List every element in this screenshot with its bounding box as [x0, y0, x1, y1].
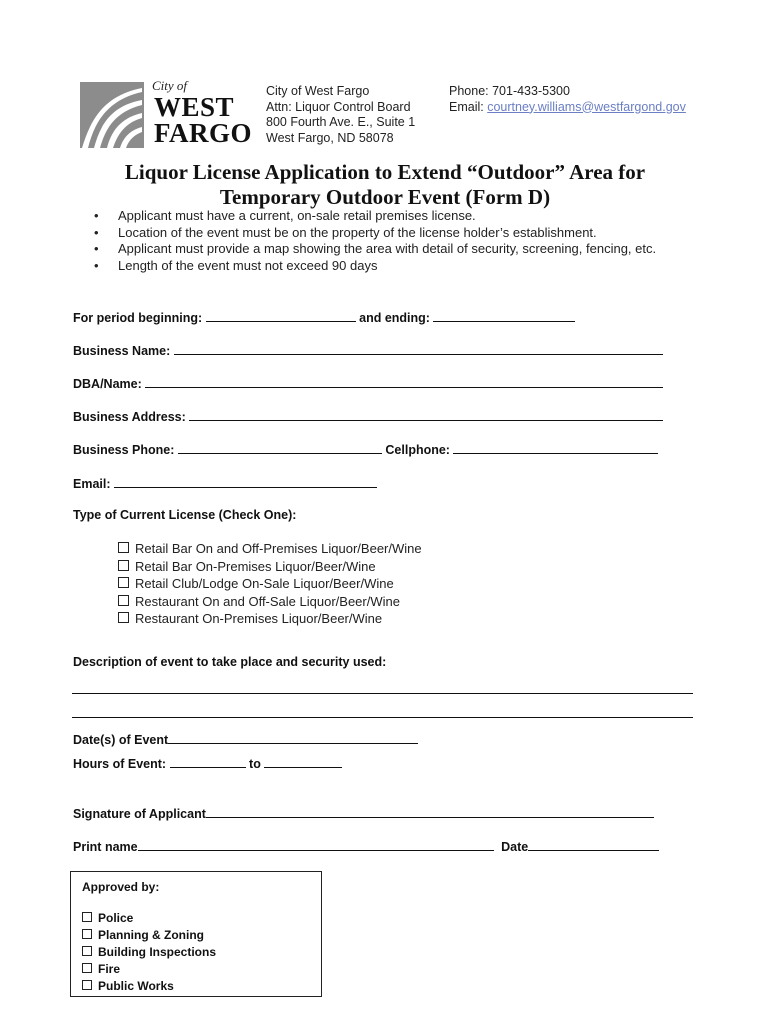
- logo-city-of-text: City of: [152, 78, 188, 93]
- form-title: [0, 160, 770, 210]
- approved-by-box: [70, 871, 322, 997]
- hours-end-input[interactable]: [264, 755, 342, 768]
- requirement-item: • Applicant must have a current, on-sale retail premises license.: [92, 208, 672, 225]
- checkbox-icon[interactable]: [118, 560, 129, 571]
- approval-item[interactable]: [82, 978, 216, 995]
- form-title-line: Temporary Outdoor Event (Form D): [219, 185, 551, 209]
- and-ending-input[interactable]: [433, 309, 575, 322]
- license-option-label: Retail Bar On-Premises Liquor/Beer/Wine: [135, 558, 376, 574]
- print-name-row: [73, 838, 659, 854]
- period-beginning-label: For period beginning:: [73, 311, 203, 325]
- dba-label: DBA/Name:: [73, 377, 142, 391]
- approval-item-label: Planning & Zoning: [98, 928, 204, 942]
- approval-item[interactable]: [82, 961, 216, 978]
- description-input-line[interactable]: [72, 693, 693, 694]
- license-option-label: Restaurant On and Off-Sale Liquor/Beer/Wine: [135, 593, 400, 609]
- checkbox-icon[interactable]: [118, 612, 129, 623]
- approval-item-label: Public Works: [98, 979, 174, 993]
- phone-text: Phone: 701-433-5300: [449, 84, 570, 98]
- business-address-label: Business Address:: [73, 410, 186, 424]
- license-option-label: Retail Club/Lodge On-Sale Liquor/Beer/Wine: [135, 576, 394, 591]
- email-field[interactable]: [114, 475, 377, 488]
- license-options: [118, 540, 422, 628]
- address-line: Attn: Liquor Control Board: [266, 99, 411, 114]
- and-ending-label: and ending:: [359, 311, 430, 325]
- cellphone-input[interactable]: [453, 441, 658, 454]
- checkbox-icon[interactable]: [82, 946, 92, 956]
- approval-item-label: Building Inspections: [98, 945, 217, 959]
- approval-item[interactable]: [82, 927, 216, 944]
- requirements-list: [92, 208, 672, 274]
- business-address-row: [73, 408, 663, 424]
- date-input[interactable]: [528, 838, 659, 851]
- approved-by-list: [82, 910, 216, 995]
- description-label: Description of event to take place and security used:: [73, 655, 387, 669]
- license-type-label: Type of Current License (Check One):: [73, 508, 297, 522]
- requirement-item: • Applicant must provide a map showing the area with detail of security, screening, fencing, etc.: [92, 241, 672, 258]
- license-option-label: Retail Bar On and Off-Premises Liquor/Beer/Wine: [135, 541, 422, 556]
- contact-info: [449, 84, 686, 115]
- checkbox-icon[interactable]: [118, 542, 129, 553]
- business-name-input[interactable]: [174, 342, 663, 355]
- email-label: Email:: [449, 99, 488, 114]
- print-name-label: Print name: [73, 840, 138, 854]
- license-option[interactable]: [118, 575, 422, 593]
- signature-label: Signature of Applicant: [73, 807, 206, 821]
- form-title-line: Liquor License Application to Extend “Outdoor” Area for: [124, 160, 646, 184]
- business-name-row: [73, 342, 663, 358]
- signature-input[interactable]: [206, 805, 654, 818]
- approval-item[interactable]: [82, 910, 216, 927]
- hours-of-event-label: Hours of Event:: [73, 757, 167, 771]
- approval-item-label: Fire: [98, 962, 121, 976]
- dates-of-event-label: Date(s) of Event: [73, 733, 169, 747]
- dba-row: [73, 375, 663, 391]
- west-fargo-logo: [80, 78, 250, 150]
- address-line: 800 Fourth Ave. E., Suite 1: [266, 115, 416, 129]
- logo-west-text: WEST: [154, 92, 235, 122]
- license-option[interactable]: [118, 610, 422, 628]
- dba-input[interactable]: [145, 375, 663, 388]
- description-input-line[interactable]: [72, 717, 693, 718]
- logo-stripes-icon: [80, 82, 150, 154]
- license-option[interactable]: [118, 540, 422, 558]
- address-line: West Fargo, ND 58078: [266, 130, 394, 145]
- business-name-label: Business Name:: [73, 344, 171, 358]
- business-address-input[interactable]: [189, 408, 663, 421]
- checkbox-icon[interactable]: [82, 912, 92, 922]
- cellphone-label: Cellphone:: [385, 443, 450, 457]
- email-link[interactable]: courtney.williams@westfargond.gov: [487, 99, 686, 114]
- email-row: [73, 475, 377, 491]
- address-line: City of West Fargo: [266, 84, 370, 98]
- license-option[interactable]: [118, 558, 422, 576]
- checkbox-icon[interactable]: [82, 929, 92, 939]
- checkbox-icon[interactable]: [118, 595, 129, 606]
- checkbox-icon[interactable]: [82, 963, 92, 973]
- hours-to-label: to: [249, 757, 261, 771]
- period-row: [73, 309, 575, 325]
- mailing-address: [266, 84, 415, 146]
- approved-by-title: Approved by:: [82, 880, 160, 894]
- approval-item-label: Police: [98, 911, 134, 925]
- period-beginning-input[interactable]: [206, 309, 356, 322]
- requirement-item: • Location of the event must be on the property of the license holder’s establishment.: [92, 225, 672, 242]
- license-option[interactable]: [118, 593, 422, 611]
- logo-fargo-text: FARGO: [154, 118, 252, 148]
- license-option-label: Restaurant On-Premises Liquor/Beer/Wine: [135, 611, 383, 626]
- dates-of-event-input[interactable]: [168, 731, 418, 744]
- signature-row: [73, 805, 654, 821]
- email-field-label: Email:: [73, 477, 111, 491]
- checkbox-icon[interactable]: [118, 577, 129, 588]
- phone-row: [73, 441, 658, 457]
- approval-item[interactable]: [82, 944, 216, 961]
- business-phone-input[interactable]: [178, 441, 382, 454]
- hours-start-input[interactable]: [170, 755, 246, 768]
- checkbox-icon[interactable]: [82, 980, 92, 990]
- print-name-input[interactable]: [138, 838, 494, 851]
- requirement-item: • Length of the event must not exceed 90 days: [92, 258, 672, 275]
- hours-row: [73, 755, 342, 771]
- date-label: Date: [501, 840, 529, 854]
- email-line: [449, 100, 686, 116]
- business-phone-label: Business Phone:: [73, 443, 175, 457]
- dates-row: [73, 731, 418, 747]
